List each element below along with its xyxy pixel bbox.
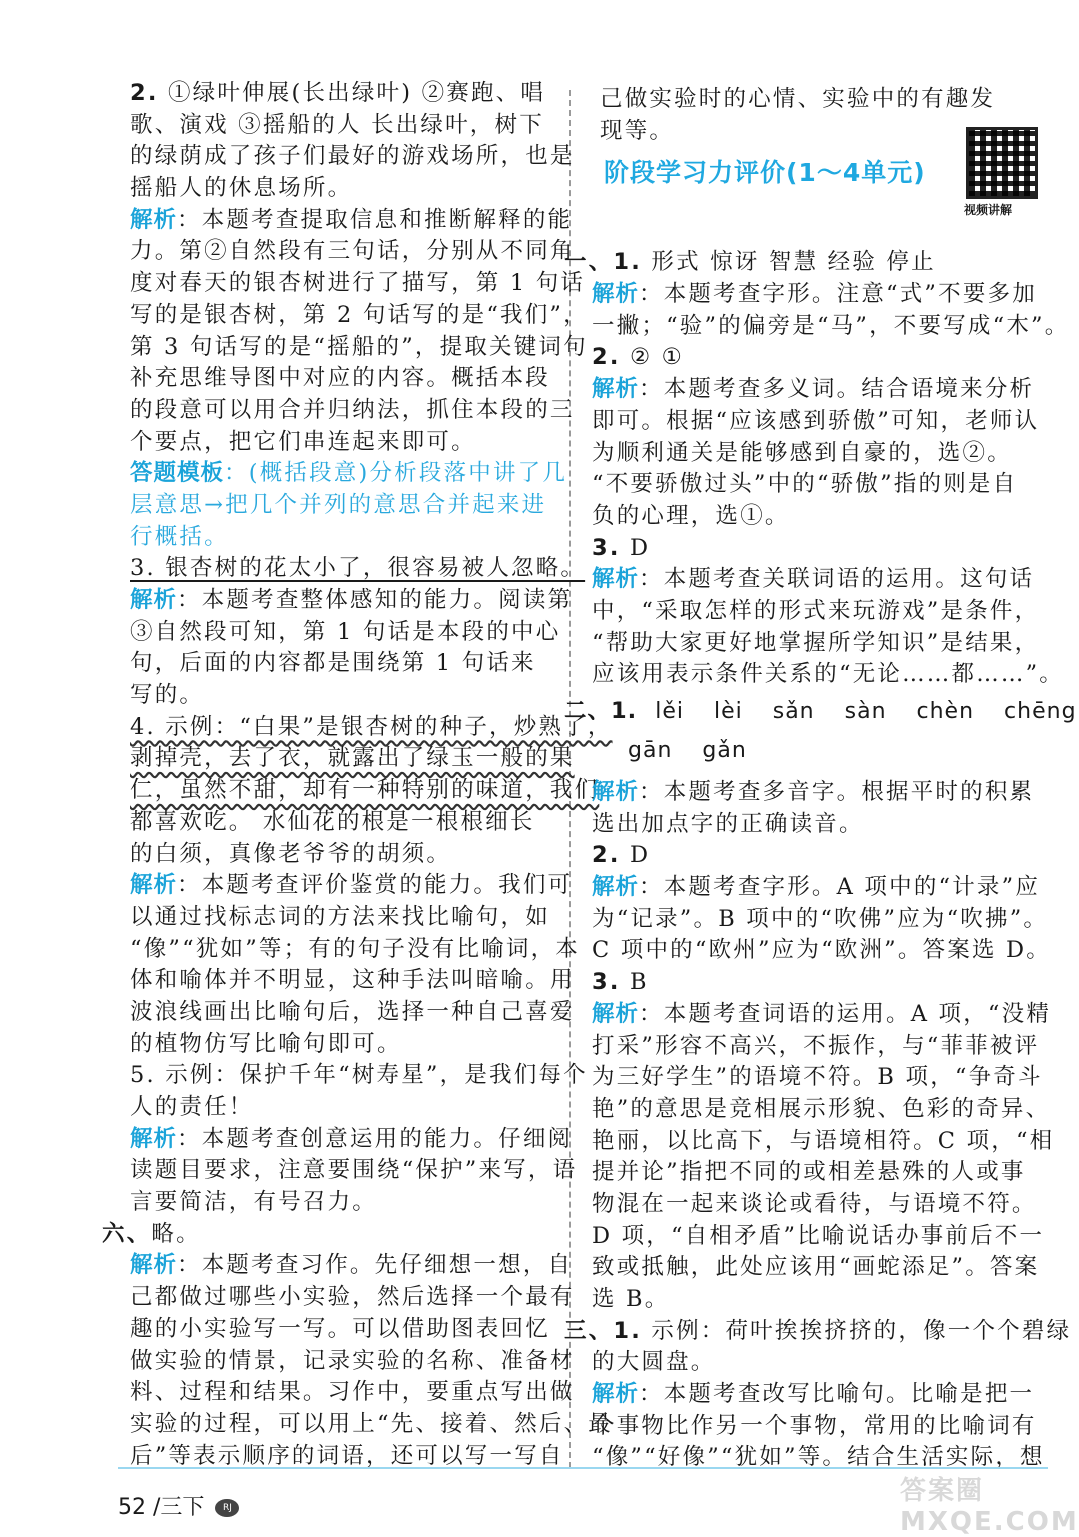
text-line — [592, 469, 1052, 501]
line-text: “像”“好像”“犹如”等。结合生活实际，想 — [592, 1444, 1045, 1471]
text-line — [130, 1314, 550, 1346]
line-text: 2. ①绿叶伸展(长出绿叶) ②赛跑、唱 — [130, 80, 546, 106]
text-line — [130, 332, 588, 364]
text-line — [592, 596, 1052, 628]
line-text: 写的。 — [130, 682, 205, 709]
line-text: 剥掉壳，去了衣，就露出了绿玉一般的果 — [130, 745, 575, 772]
text-line — [592, 311, 1070, 343]
line-text: ：本题考查字形。A 项中的“计录”应 — [639, 874, 1041, 901]
line-text: 一撇；“验”的偏旁是“马”，不要写成“木”。 — [592, 312, 1070, 339]
line-text: 一、1. 形式 惊讶 智慧 经验 停止 — [564, 249, 936, 276]
line-text: 提并论”指把不同的或相差悬殊的人或事 — [592, 1159, 1026, 1186]
analysis-label: 解析 — [592, 376, 640, 403]
line-text: 2. D — [592, 842, 651, 869]
line-text: 第 3 句话写的是“摇船的”，提取关键词句 — [130, 333, 588, 360]
text-line — [592, 628, 1052, 660]
text-line — [592, 1189, 1052, 1221]
analysis-label: 解析 — [592, 1000, 640, 1027]
line-text: 人的责任！ — [130, 1094, 254, 1120]
text-line — [130, 300, 588, 332]
pinyin-label: 二、1. — [564, 698, 638, 724]
text-line — [592, 872, 1052, 904]
text-line — [130, 363, 550, 395]
analysis-label: 解析 — [592, 874, 640, 901]
pinyin-option: lěi — [655, 699, 684, 724]
footer-rule — [118, 1467, 1048, 1469]
text-line — [130, 1092, 550, 1124]
line-text: 仁，虽然不甜，却有一种特别的味道，我们 — [130, 777, 600, 804]
text-line — [592, 374, 1052, 406]
pinyin-option: chēng — [1004, 699, 1077, 724]
analysis-label: 解析 — [130, 206, 178, 233]
text-line: 现等。 — [600, 117, 675, 144]
line-text: 中，“采取怎样的形式来玩游戏”是条件， — [592, 597, 1040, 624]
text-line — [130, 110, 550, 142]
line-text: 的植物仿写比喻句即可。 — [130, 1030, 402, 1057]
line-text: 度对春天的银杏树进行了描写，第 1 句话 — [130, 270, 586, 297]
analysis-label: 解析 — [130, 872, 178, 899]
text-line — [130, 1346, 575, 1378]
text-line — [130, 680, 550, 712]
text-line — [130, 1377, 575, 1409]
line-text: 的段意可以用合并归纳法，抓住本段的三 — [130, 396, 575, 423]
line-text: 后”等表示顺序的词语，还可以写一写自 — [130, 1442, 564, 1469]
text-line — [592, 904, 1052, 936]
analysis-label: 解析 — [592, 1381, 640, 1408]
line-text: ：本题考查关联词语的运用。这句话 — [639, 566, 1035, 593]
text-line — [592, 1252, 1052, 1284]
text-line — [592, 438, 1052, 470]
text-line — [130, 807, 550, 839]
watermark: 答案圈 MXQE.COM — [900, 1476, 1079, 1537]
analysis-label: 解析 — [592, 566, 640, 593]
line-text: 层意思→把几个并列的意思合并起来进 — [130, 491, 547, 518]
text-line — [130, 1282, 575, 1314]
text-line — [592, 406, 1052, 438]
line-text: ：本题考查提取信息和推断解释的能 — [177, 206, 573, 233]
line-text: “像”“犹如”等；有的句子没有比喻词，本 — [130, 935, 581, 962]
text-line — [592, 1062, 1052, 1094]
text-line — [130, 490, 550, 522]
text-line — [130, 1409, 614, 1441]
text-line — [592, 1379, 1052, 1411]
line-text: 艳丽，以比高下，与语境相符。C 项，“相 — [592, 1127, 1055, 1154]
line-text: 3. B — [592, 969, 649, 996]
text-line — [130, 522, 550, 554]
line-text: 体和喻体并不明显，这种手法叫暗喻。用 — [130, 967, 575, 994]
pinyin-option: chèn — [916, 699, 975, 724]
analysis-label: 解析 — [592, 281, 640, 308]
line-text: 3. 银杏树的花太小了，很容易被人忽略。 — [130, 555, 586, 582]
line-text: 波浪线画出比喻句后，选择一种自己喜爱 — [130, 998, 575, 1025]
text-line — [130, 205, 573, 237]
line-text: ：(概括段意)分析段落中讲了几 — [224, 460, 568, 487]
text-line — [130, 1124, 573, 1156]
page-number: 52 — [118, 1495, 146, 1520]
line-text: 4. 示例：“白果”是银杏树的种子，炒熟了， — [130, 713, 613, 740]
text-line — [592, 1221, 1052, 1253]
line-text: 摇船人的休息场所。 — [130, 175, 353, 202]
text-line — [130, 934, 581, 966]
line-text: 力。第②自然段有三句话，分别从不同角 — [130, 238, 575, 265]
text-line — [130, 427, 550, 459]
text-line — [564, 1316, 1072, 1348]
text-line — [592, 1411, 1052, 1443]
text-line — [130, 997, 575, 1029]
text-line — [130, 78, 550, 110]
line-text: C 项中的“欧州”应为“欧洲”。答案选 D。 — [592, 937, 1051, 964]
line-text: 为顺利通关是能够感到自豪的，选②。 — [592, 439, 1012, 466]
line-text: 都喜欢吃。 水仙花的根是一根根细长 — [130, 808, 535, 835]
line-text: 即可。根据“应该感到骄傲”可知，老师认 — [592, 407, 1040, 434]
line-text: ：本题考查创意运用的能力。仔细阅 — [177, 1125, 573, 1152]
text-line — [592, 967, 1052, 999]
line-text: ：本题考查改写比喻句。比喻是把一 — [639, 1381, 1035, 1408]
analysis-label: 解析 — [130, 1125, 178, 1152]
section-title: 阶段学习力评价(1～4单元) — [604, 158, 926, 188]
text-line — [592, 342, 1052, 374]
line-text: ：本题考查多义词。结合语境来分析 — [639, 376, 1035, 403]
line-text: “帮助大家更好地掌握所学知识”是结果， — [592, 629, 1040, 656]
text-line — [130, 395, 575, 427]
line-text: 做实验的情景，记录实验的名称、准备材 — [130, 1347, 575, 1374]
line-text: 读题目要求，注意要围绕“保护”来写，语 — [130, 1157, 578, 1184]
text-line — [592, 659, 1065, 691]
text-line — [130, 1029, 550, 1061]
line-text: ：本题考查字形。注意“式”不要多加 — [639, 281, 1037, 308]
qr-code-icon[interactable] — [966, 127, 1038, 199]
text-line — [592, 935, 1052, 967]
text-line — [130, 1155, 578, 1187]
text-line — [592, 564, 1052, 596]
text-line — [592, 501, 1052, 533]
text-line — [130, 585, 573, 617]
pinyin-option: sàn — [844, 699, 887, 724]
line-text: 实验的过程，可以用上“先、接着、然后、最 — [130, 1410, 614, 1437]
line-text: ③自然段可知，第 1 句话是本段的中心 — [130, 618, 561, 645]
line-text: 言要简洁，有号召力。 — [130, 1189, 378, 1216]
text-line — [130, 965, 575, 997]
text-line — [130, 141, 575, 173]
line-text: 的绿荫成了孩子们最好的游戏场所，也是 — [130, 143, 575, 170]
line-text: 的白须，真像老爷爷的胡须。 — [130, 840, 452, 867]
edition-badge: RJ — [215, 1499, 239, 1517]
text-line — [130, 236, 575, 268]
line-text: ：本题考查习作。先仔细想一想，自 — [177, 1252, 573, 1279]
text-line — [130, 902, 550, 934]
line-text: 负的心理，选①。 — [592, 502, 790, 529]
analysis-label: 答题模板 — [130, 460, 225, 487]
line-text: 趣的小实验写一写。可以借助图表回忆 — [130, 1315, 550, 1342]
text-line — [130, 743, 575, 775]
text-line — [592, 777, 1052, 809]
text-line — [592, 840, 1052, 872]
line-text: 选 B。 — [592, 1286, 670, 1312]
line-text: 行概括。 — [130, 523, 229, 550]
text-line — [564, 247, 1052, 279]
line-text: 选出加点字的正确读音。 — [592, 810, 864, 837]
line-text: 物混在一起来谈论或看待，与语境不符。 — [592, 1190, 1037, 1217]
text-line — [130, 553, 586, 585]
text-line — [130, 1250, 573, 1282]
line-text: ：本题考查词语的运用。A 项，“没精 — [639, 1000, 1052, 1027]
text-line — [130, 839, 550, 871]
line-text: 2. ② ① — [592, 344, 685, 371]
line-text: 应该用表示条件关系的“无论……都……”。 — [592, 661, 1065, 688]
text-line — [130, 712, 613, 744]
line-text: 三、1. 示例：荷叶挨挨挤挤的，像一个个碧绿 — [564, 1317, 1072, 1344]
line-text: 写的是银杏树，第 2 句话写的是“我们”， — [130, 301, 588, 328]
line-text: 5. 示例：保护千年“树寿星”，是我们每个 — [130, 1062, 588, 1089]
line-text: 打采”形容不高兴，不振作，与“菲菲被评 — [592, 1032, 1040, 1059]
line-text: D 项，“自相矛盾”比喻说话办事前后不一 — [592, 1222, 1045, 1249]
text-line — [130, 458, 568, 490]
pinyin-option: gǎn — [702, 738, 747, 763]
analysis-label: 解析 — [592, 779, 640, 805]
text-line — [130, 617, 561, 649]
line-text: 补充思维导图中对应的内容。概括本段 — [130, 365, 550, 392]
text-line — [130, 648, 550, 680]
grade-label: /三下 — [153, 1495, 205, 1520]
text-line — [130, 775, 600, 807]
line-text: 歌、演戏 ③摇船的人 长出绿叶，树下 — [130, 111, 544, 138]
text-line — [130, 1187, 550, 1219]
line-text: 个要点，把它们串连起来即可。 — [130, 428, 476, 455]
text-line — [130, 870, 573, 902]
pinyin-option: gān — [628, 738, 673, 763]
text-line: 己做实验时的心情、实验中的有趣发 — [600, 86, 996, 112]
text-line — [592, 1284, 1052, 1316]
pinyin-answers — [564, 691, 1077, 777]
line-text: ：本题考查评价鉴赏的能力。我们可 — [177, 872, 573, 899]
line-text: 六、略。 — [102, 1220, 201, 1247]
text-line — [130, 1060, 588, 1092]
line-text: 的大圆盘。 — [592, 1349, 716, 1376]
line-text: 料、过程和结果。习作中，要重点写出做 — [130, 1379, 575, 1406]
line-text: “不要骄傲过头”中的“骄傲”指的则是自 — [592, 471, 1018, 498]
line-text: 为“记录”。B 项中的“吹佛”应为“吹拂”。 — [592, 905, 1049, 932]
text-line — [592, 999, 1052, 1031]
section-banner — [592, 147, 1052, 247]
line-text: ：本题考查整体感知的能力。阅读第 — [177, 587, 573, 613]
line-text: 为三好学生”的语境不符。B 项，“争奇斗 — [592, 1064, 1043, 1091]
analysis-label: 解析 — [130, 1252, 178, 1279]
line-text: ：本题考查多音字。根据平时的积累 — [639, 779, 1035, 805]
line-text: 致或抵触，此处应该用“画蛇添足”。答案 — [592, 1254, 1040, 1281]
page-footer — [118, 1490, 239, 1521]
analysis-label: 解析 — [130, 587, 178, 613]
line-text: 己都做过哪些小实验，然后选择一个最有 — [130, 1284, 575, 1311]
pinyin-option: sǎn — [772, 699, 815, 724]
text-line — [130, 173, 550, 205]
pinyin-option: lèi — [713, 699, 743, 724]
text-line — [592, 1347, 1052, 1379]
text-line — [592, 809, 1052, 841]
text-line — [592, 1126, 1055, 1158]
right-column — [564, 84, 1077, 1474]
text-line — [130, 268, 586, 300]
line-text: 3. D — [592, 534, 651, 561]
line-text: 艳”的意思是竞相展示形貌、色彩的奇异、 — [592, 1095, 1051, 1122]
text-line — [592, 533, 1052, 565]
text-line — [592, 1031, 1052, 1063]
qr-label: 视频讲解 — [964, 203, 1013, 218]
line-text: 句，后面的内容都是围绕第 1 句话来 — [130, 650, 536, 677]
text-line — [592, 279, 1052, 311]
line-text: 个事物比作另一个事物，常用的比喻词有 — [592, 1412, 1037, 1439]
text-line — [102, 1219, 550, 1251]
text-line — [592, 1157, 1052, 1189]
text-line — [592, 1094, 1052, 1126]
line-text: 以通过找标志词的方法来找比喻句，如 — [130, 903, 550, 930]
